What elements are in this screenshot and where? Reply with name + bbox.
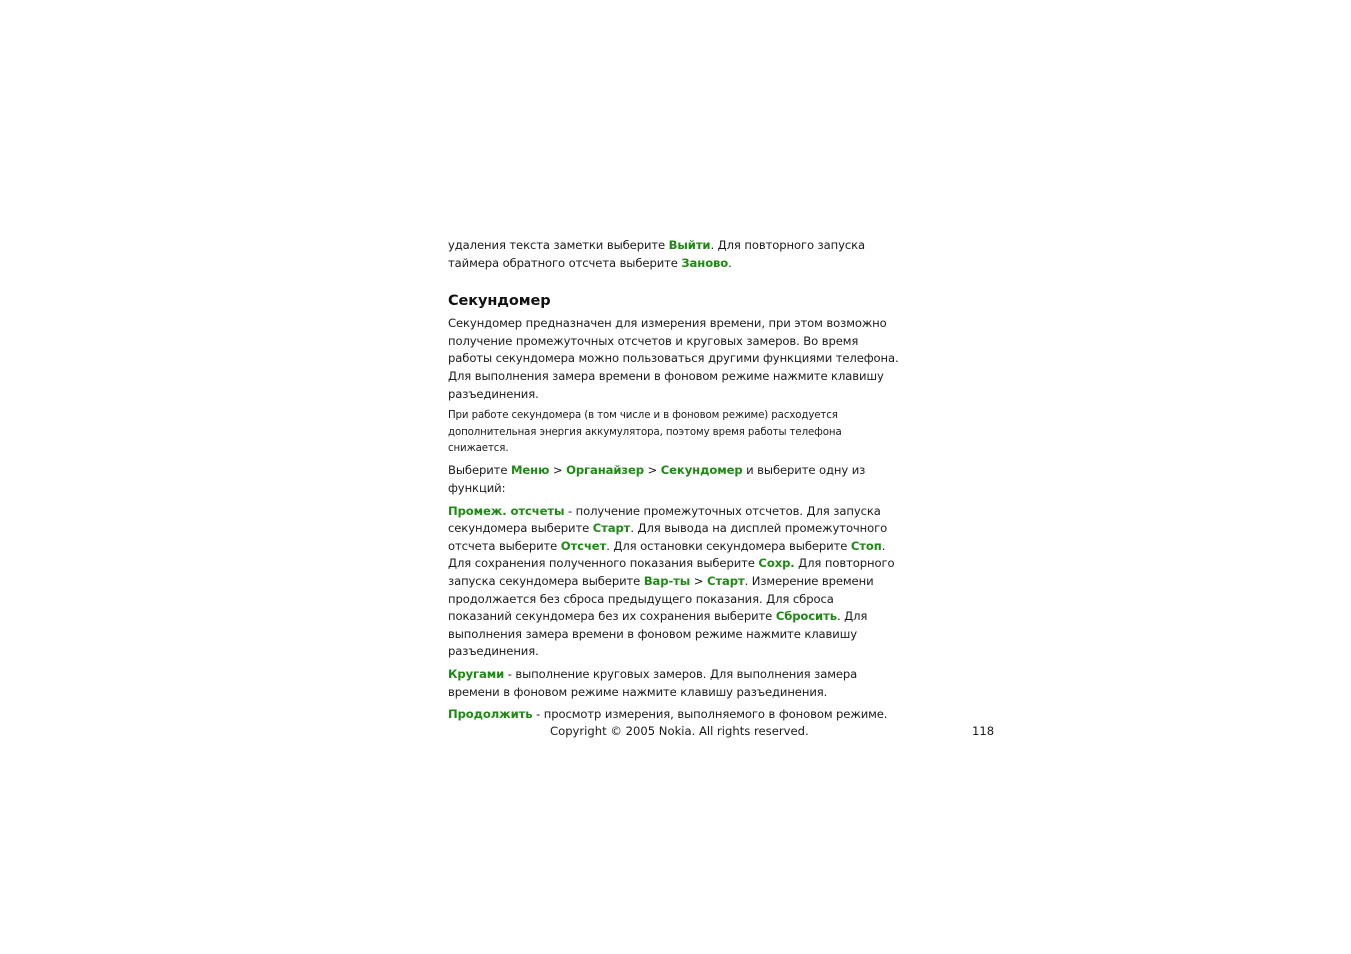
option-lap-timing: Кругами — [448, 666, 505, 681]
select-text: и выберите одну из функций: — [448, 463, 866, 495]
page-number: 118 — [972, 724, 995, 738]
menu-path-stopwatch: Секундомер — [660, 463, 743, 478]
softkey-stop: Стоп — [850, 538, 882, 553]
softkey-exit: Выйти — [668, 238, 711, 252]
intro-text: . — [728, 255, 732, 270]
description-paragraph: Секундомер предназначен для измерения времени, при этом возможно получение промежуточных отсчетов и круговых замеров. Во время работы секундомера можно пользоваться другими функциями телефона. Для выполнения замера времени в фоновом режиме нажмите клавишу разъединения. — [448, 316, 899, 401]
split-text: - получение промежуточных отсчетов. Для запуска секундомера выберите — [448, 503, 881, 536]
split-text: . Измерение времени продолжается без сброса предыдущего показания. Для сброса показаний секундомера без их сохранения выберите — [448, 573, 874, 624]
select-text: Выберите — [448, 463, 511, 478]
laps-text: - выполнение круговых замеров. Для выполнения замера времени в фоновом режиме нажмите клавишу разъединения. — [448, 666, 858, 699]
menu-path-menu: Меню — [510, 463, 550, 478]
menu-path-organizer: Органайзер — [566, 463, 644, 478]
continue-paragraph — [448, 706, 900, 724]
split-timing-paragraph — [448, 503, 900, 661]
softkey-split: Отсчет — [560, 538, 607, 553]
intro-paragraph — [448, 237, 900, 272]
option-split-timing: Промеж. отсчеты — [448, 503, 565, 518]
path-separator: > — [549, 463, 567, 478]
path-separator: > — [643, 463, 661, 478]
softkey-save: Сохр. — [758, 556, 795, 571]
intro-text: . Для повторного запуска таймера обратного отсчета выберите — [448, 238, 866, 270]
intro-text: удаления текста заметки выберите — [448, 238, 669, 252]
softkey-reset: Сбросить — [775, 609, 837, 624]
page-content — [448, 237, 900, 729]
softkey-restart: Заново — [681, 255, 729, 270]
select-path-paragraph — [448, 462, 900, 497]
option-continue: Продолжить — [448, 707, 533, 722]
split-text: . Для выполнения замера времени в фоновом режиме нажмите клавишу разъединения. — [448, 609, 868, 659]
path-separator: > — [690, 573, 707, 588]
continue-text: - просмотр измерения, выполняемого в фоновом режиме. — [532, 707, 888, 722]
lap-timing-paragraph — [448, 666, 900, 701]
softkey-start: Старт — [707, 573, 745, 588]
note-paragraph: При работе секундомера (в том числе и в фоновом режиме) расходуется дополнительная энергия аккумулятора, поэтому время работы телефона снижается. — [448, 410, 842, 454]
split-text: . Для остановки секундомера выберите — [606, 538, 851, 553]
softkey-options: Вар-ты — [643, 573, 691, 588]
section-title: Секундомер — [448, 293, 551, 310]
softkey-start: Старт — [592, 521, 631, 536]
split-text: Для повторного запуска секундомера выберите — [448, 556, 895, 588]
split-text: . Для сохранения полученного показания выберите — [448, 538, 886, 571]
footer-copyright: Copyright © 2005 Nokia. All rights reserved. — [550, 724, 809, 738]
split-text: . Для вывода на дисплей промежуточного отсчета выберите — [448, 521, 888, 553]
